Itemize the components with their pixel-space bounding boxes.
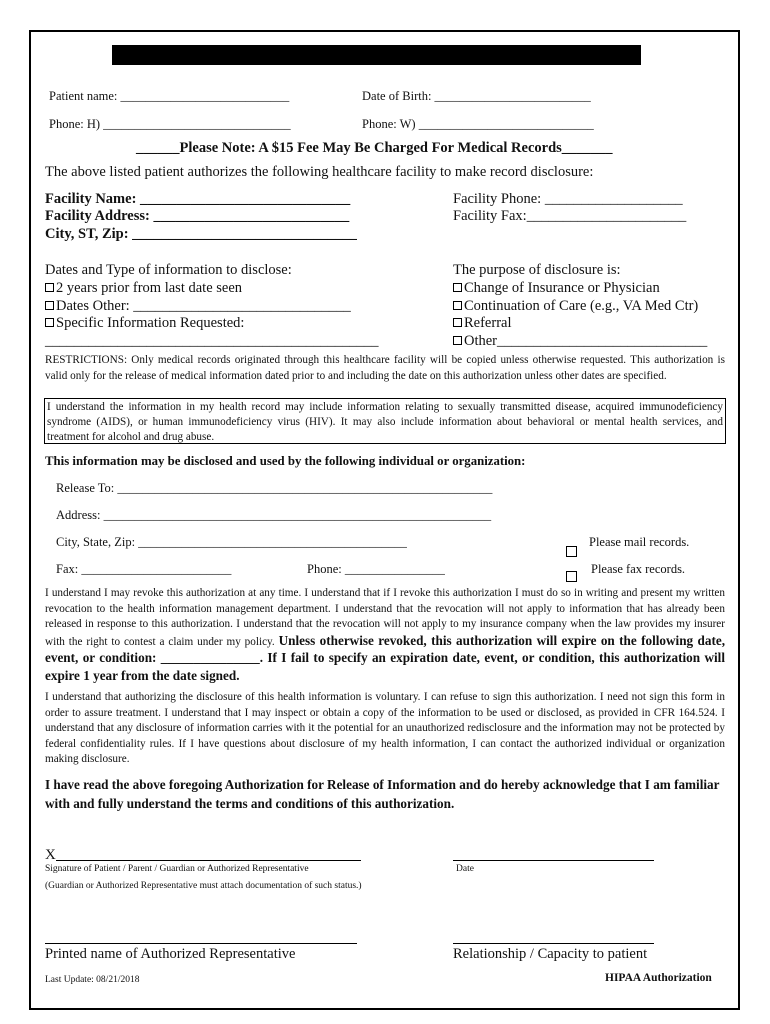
expiration-statement: Unless otherwise revoked, this authorization will expire on the following date, event, or condition: _______________. If I fail to specify an expiration date, event, or condition, this authorization will expire 1 year from the date signed. bbox=[45, 632, 725, 683]
release-to-field[interactable]: Release To: ____________________________________________________________ bbox=[56, 481, 493, 495]
restrictions-text: RESTRICTIONS: Only medical records originated through this healthcare facility will be copied unless otherwise requested. This authorization is valid only for the release of medical information dated prior to and including the date on this authorization unless other dates are specified. bbox=[45, 354, 725, 382]
purpose-heading: The purpose of disclosure is: bbox=[453, 262, 621, 278]
dates-option-specific[interactable] bbox=[45, 315, 244, 332]
voluntary-text: I understand that authorizing the disclosure of this health information is voluntary. I can refuse to sign this authorization. I need not sign this form in order to assure treatment. I understand that I may inspect or obtain a copy of the information to be used or disclosed, as provided in CFR 164.524. I understand that any disclosure of information carries with it the potential for an unauthorized redisclosure and the information may not be protected by federal confidentiality rules. If I have questions about disclosure of my health information, I can contact the authorized individual or organization making disclosure. bbox=[45, 691, 725, 765]
checkbox-icon[interactable] bbox=[453, 283, 462, 292]
checkbox-icon[interactable] bbox=[45, 283, 54, 292]
date-label: Date bbox=[456, 864, 474, 874]
purpose-option-insurance[interactable] bbox=[453, 280, 660, 297]
release-fax-field[interactable]: Fax: ________________________ bbox=[56, 562, 232, 576]
fax-records-label: Please fax records. bbox=[591, 562, 686, 576]
facility-phone-field[interactable]: Facility Phone: ___________________ bbox=[453, 191, 683, 207]
fax-records-checkbox[interactable] bbox=[566, 571, 577, 582]
checkbox-icon[interactable] bbox=[45, 318, 54, 327]
mail-records-label: Please mail records. bbox=[589, 535, 690, 549]
form-name: HIPAA Authorization bbox=[605, 972, 712, 984]
phone-home-field[interactable]: Phone: H) ______________________________ bbox=[49, 117, 291, 131]
facility-city-field[interactable]: City, ST, Zip: _______________________________ bbox=[45, 226, 357, 242]
guardian-note: (Guardian or Authorized Representative must attach documentation of such status.) bbox=[45, 881, 362, 891]
checkbox-icon[interactable] bbox=[453, 301, 462, 310]
printed-name-label: Printed name of Authorized Representative bbox=[45, 946, 296, 962]
specific-info-blank[interactable]: ______________________________________________ bbox=[45, 333, 379, 349]
purpose-option-continuation[interactable] bbox=[453, 298, 698, 315]
purpose-option-other[interactable] bbox=[453, 333, 707, 350]
facility-name-field[interactable]: Facility Name: _____________________________ bbox=[45, 191, 351, 207]
signature-label: Signature of Patient / Parent / Guardian or Authorized Representative bbox=[45, 864, 309, 874]
phone-work-field[interactable]: Phone: W) ____________________________ bbox=[362, 117, 594, 131]
disclosed-heading: This information may be disclosed and used by the following individual or organization: bbox=[45, 454, 526, 468]
last-update: Last Update: 08/21/2018 bbox=[45, 975, 140, 985]
option-label: Continuation of Care (e.g., VA Med Ctr) bbox=[464, 298, 699, 314]
relationship-label: Relationship / Capacity to patient bbox=[453, 946, 648, 962]
date-line[interactable] bbox=[453, 860, 654, 861]
dates-option-other[interactable] bbox=[45, 298, 351, 315]
facility-fax-field[interactable]: Facility Fax:______________________ bbox=[453, 208, 687, 224]
release-phone-field[interactable]: Phone: ________________ bbox=[307, 562, 445, 576]
authorize-text: The above listed patient authorizes the following healthcare facility to make record disclosure: bbox=[45, 164, 594, 180]
dob-field[interactable]: Date of Birth: _________________________ bbox=[362, 89, 591, 103]
release-city-field[interactable]: City, State, Zip: ___________________________________________ bbox=[56, 535, 407, 549]
option-label: 2 years prior from last date seen bbox=[56, 280, 243, 296]
option-label: Change of Insurance or Physician bbox=[464, 280, 660, 296]
option-label: Other_____________________________ bbox=[464, 333, 708, 349]
checkbox-icon[interactable] bbox=[453, 318, 462, 327]
revoke-text bbox=[45, 586, 725, 685]
relationship-line[interactable] bbox=[453, 943, 654, 944]
acknowledge-text: I have read the above foregoing Authorization for Release of Information and do hereby acknowledge that I am familiar with and fully understand the terms and conditions of this authorization. bbox=[45, 777, 720, 811]
option-label: Specific Information Requested: bbox=[56, 315, 245, 331]
redacted-title-bar bbox=[112, 45, 641, 65]
sensitive-info-notice: I understand the information in my health record may include information relating to sexually transmitted disease, acquired immunodeficiency syndrome (AIDS), or human immunodeficiency virus (HIV). It may also include information about behavioral or mental health services, and treatment for alcohol and drug abuse. bbox=[44, 398, 726, 444]
signature-line[interactable] bbox=[56, 860, 361, 861]
dates-option-2years[interactable] bbox=[45, 280, 242, 297]
printed-name-line[interactable] bbox=[45, 943, 357, 944]
option-label: Referral bbox=[464, 315, 512, 331]
purpose-option-referral[interactable] bbox=[453, 315, 512, 332]
checkbox-icon[interactable] bbox=[453, 336, 462, 345]
mail-records-checkbox[interactable] bbox=[566, 546, 577, 557]
revoke-body: I understand I may revoke this authorization at any time. I understand that if I revoke this authorization I must do so in writing and present my written revocation to the health information management department. I understand that the revocation will not apply to information that has already been released in response to this authorization. I understand that the revocation will not apply to my insurance company when the law provides my insurer with the right to contest a claim under my policy. bbox=[45, 587, 725, 648]
checkbox-icon[interactable] bbox=[45, 301, 54, 310]
signature-x: X bbox=[45, 847, 56, 863]
dates-heading: Dates and Type of information to disclose: bbox=[45, 262, 292, 278]
option-label: Dates Other: ______________________________ bbox=[56, 298, 351, 314]
fee-note: ______Please Note: A $15 Fee May Be Charged For Medical Records_______ bbox=[136, 140, 613, 156]
release-address-field[interactable]: Address: ______________________________________________________________ bbox=[56, 508, 492, 522]
patient-name-field[interactable]: Patient name: ___________________________ bbox=[49, 89, 290, 103]
facility-address-field[interactable]: Facility Address: ___________________________ bbox=[45, 208, 350, 224]
